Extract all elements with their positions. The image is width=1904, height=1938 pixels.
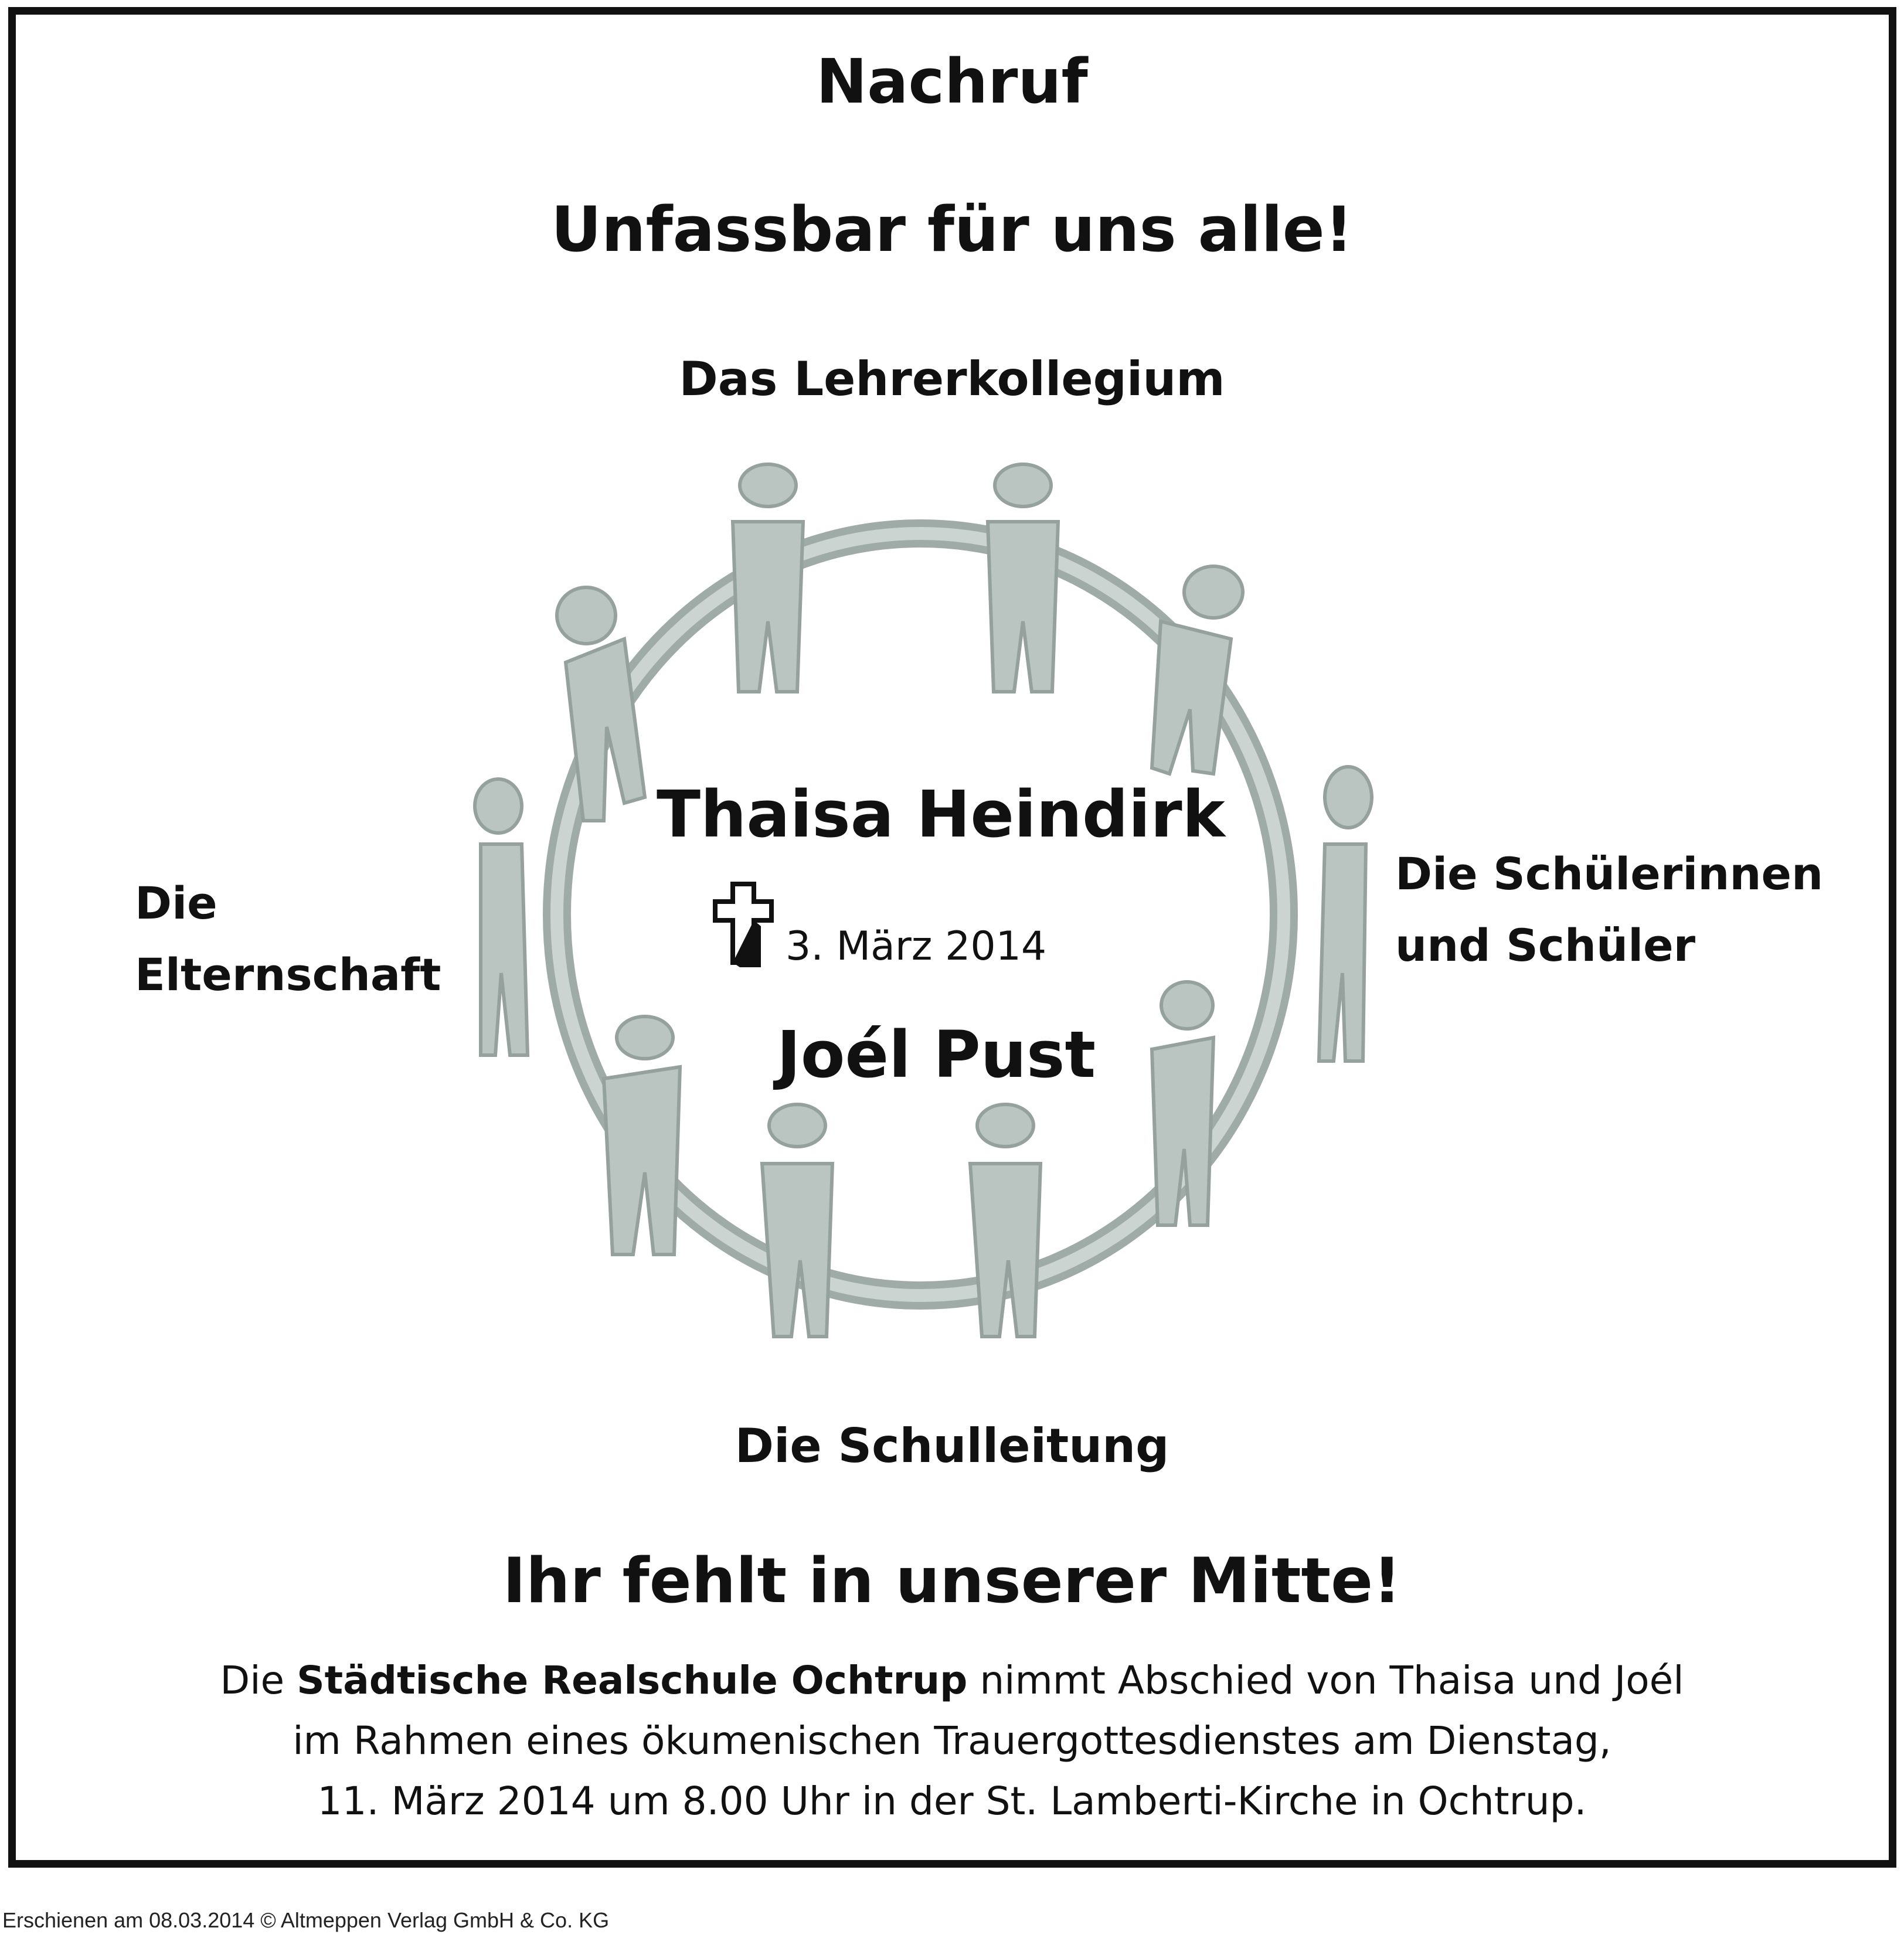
service-line-1: Die Städtische Realschule Ochtrup nimmt Abschied von Thaisa und Joél	[220, 1658, 1684, 1703]
closing-line: Ihr fehlt in unserer Mitte!	[502, 1545, 1402, 1617]
school-name: Städtische Realschule Ochtrup	[297, 1658, 968, 1703]
cross-icon	[708, 879, 778, 967]
group-students-line2: und Schüler	[1395, 919, 1696, 971]
group-principal: Die Schulleitung	[735, 1419, 1169, 1473]
heading: Nachruf	[816, 46, 1088, 117]
group-students	[1395, 838, 1823, 981]
group-parents	[135, 868, 441, 1011]
group-students-line1: Die Schülerinnen	[1395, 848, 1824, 900]
death-date: 3. März 2014	[786, 923, 1047, 970]
group-parents-line1: Die	[135, 877, 217, 929]
publication-footer: Erschienen am 08.03.2014 © Altmeppen Verlag GmbH & Co. KG	[2, 1908, 610, 1932]
title: Unfassbar für uns alle!	[550, 193, 1354, 266]
group-teachers: Das Lehrerkollegium	[679, 352, 1225, 406]
service-announcement	[0, 1650, 1904, 1831]
service-line-3: 11. März 2014 um 8.00 Uhr in der St. Lamberti-Kirche in Ochtrup.	[317, 1779, 1587, 1824]
service-line-2: im Rahmen eines ökumenischen Trauergottesdienstes am Dienstag,	[293, 1718, 1611, 1763]
deceased-name-1: Thaisa Heindirk	[657, 777, 1225, 852]
group-parents-line2: Elternschaft	[135, 948, 441, 1001]
deceased-name-2: Joél Pust	[777, 1017, 1096, 1092]
figures-circle-illustration	[457, 446, 1383, 1372]
